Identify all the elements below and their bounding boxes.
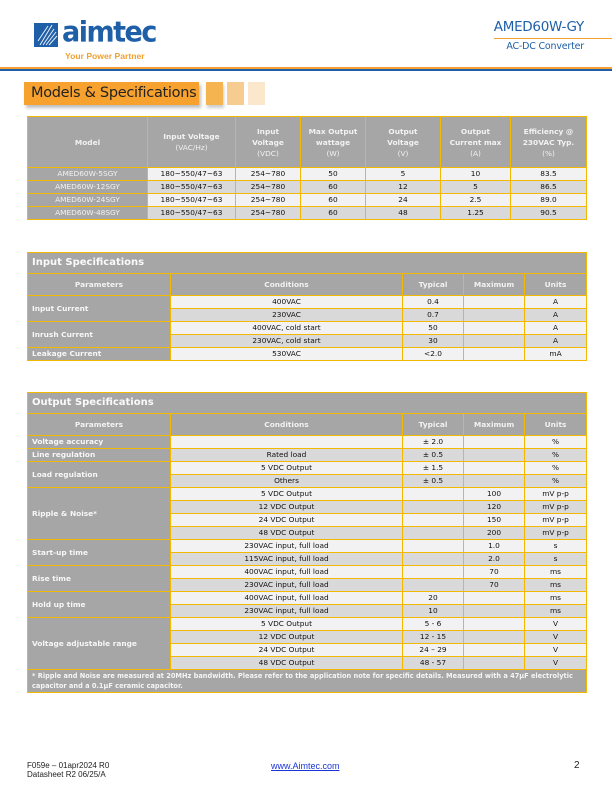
param-leakage-current: Leakage Current: [28, 348, 171, 361]
units: V: [525, 618, 587, 631]
model-name: AMED60W-24SGY: [28, 194, 148, 207]
output-voltage: 12: [366, 181, 441, 194]
output-voltage: 24: [366, 194, 441, 207]
input-vdc: 254~780: [236, 181, 301, 194]
param-input-current: Input Current: [28, 296, 171, 322]
col-header-typical: Typical: [403, 414, 464, 436]
typical: [403, 553, 464, 566]
spec-row: [28, 436, 587, 449]
maximum: [464, 322, 525, 335]
param-ripple-noise: Ripple & Noise*: [28, 488, 171, 540]
logo-mark-icon: [34, 23, 58, 47]
maximum: [464, 618, 525, 631]
typical: <2.0: [403, 348, 464, 361]
spec-row: [28, 566, 587, 579]
typical: 10: [403, 605, 464, 618]
spec-row: [28, 618, 587, 631]
typical: 12 - 15: [403, 631, 464, 644]
typical: ± 0.5: [403, 449, 464, 462]
maximum: 70: [464, 566, 525, 579]
units: ms: [525, 566, 587, 579]
condition: 400VAC: [171, 296, 403, 309]
maximum: [464, 335, 525, 348]
units: %: [525, 449, 587, 462]
col-header-parameters: Parameters: [28, 414, 171, 436]
max-wattage: 60: [301, 181, 366, 194]
maximum: 200: [464, 527, 525, 540]
col-header-efficiency: Efficiency @ 230VAC Typ. (%): [511, 117, 587, 168]
maximum: [464, 631, 525, 644]
typical: 50: [403, 322, 464, 335]
input-vdc: 254~780: [236, 194, 301, 207]
typical: ± 0.5: [403, 475, 464, 488]
units: mV p-p: [525, 527, 587, 540]
units: mV p-p: [525, 514, 587, 527]
units: A: [525, 309, 587, 322]
typical: 30: [403, 335, 464, 348]
typical: 24 – 29: [403, 644, 464, 657]
footnote-row: [28, 670, 587, 693]
output-current: 5: [441, 181, 511, 194]
param-voltage-adjustable-range: Voltage adjustable range: [28, 618, 171, 670]
condition: 5 VDC Output: [171, 462, 403, 475]
spec-row: [28, 540, 587, 553]
spec-row: [28, 296, 587, 309]
typical: [403, 566, 464, 579]
units: mV p-p: [525, 501, 587, 514]
spec-row: [28, 348, 587, 361]
maximum: [464, 296, 525, 309]
condition: Rated load: [171, 449, 403, 462]
typical: 48 - 57: [403, 657, 464, 670]
maximum: 70: [464, 579, 525, 592]
model-name: AMED60W-12SGY: [28, 181, 148, 194]
units: ms: [525, 579, 587, 592]
condition: 12 VDC Output: [171, 631, 403, 644]
units: V: [525, 644, 587, 657]
input-vdc: 254~780: [236, 207, 301, 220]
units: A: [525, 296, 587, 309]
output-current: 10: [441, 168, 511, 181]
input-vac: 180~550/47~63: [148, 207, 236, 220]
param-line-regulation: Line regulation: [28, 449, 171, 462]
col-header-max-wattage: Max Output wattage (W): [301, 117, 366, 168]
spec-row: [28, 592, 587, 605]
typical: 20: [403, 592, 464, 605]
condition: 230VAC: [171, 309, 403, 322]
input-vac: 180~550/47~63: [148, 168, 236, 181]
col-header-conditions: Conditions: [171, 274, 403, 296]
maximum: [464, 475, 525, 488]
condition: 230VAC input, full load: [171, 579, 403, 592]
output-current: 1.25: [441, 207, 511, 220]
maximum: [464, 309, 525, 322]
col-header-parameters: Parameters: [28, 274, 171, 296]
output-specs-header-row: [28, 414, 587, 436]
condition: 12 VDC Output: [171, 501, 403, 514]
banner-decor-square: [227, 82, 244, 105]
typical: [403, 488, 464, 501]
param-inrush-current: Inrush Current: [28, 322, 171, 348]
section-banner-title: Models & Specifications: [31, 85, 197, 101]
aimtec-logo: [34, 16, 159, 62]
product-subtitle: AC-DC Converter: [506, 41, 584, 52]
param-startup-time: Start-up time: [28, 540, 171, 566]
typical: [403, 540, 464, 553]
efficiency: 83.5: [511, 168, 587, 181]
condition: 5 VDC Output: [171, 618, 403, 631]
spec-row: [28, 449, 587, 462]
model-name: AMED60W-48SGY: [28, 207, 148, 220]
banner-decor-square: [248, 82, 265, 105]
param-load-regulation: Load regulation: [28, 462, 171, 488]
footer-doc-code: F059e – 01apr2024 R0: [27, 761, 110, 770]
ripple-noise-footnote: * Ripple and Noise are measured at 20MHz bandwidth. Please refer to the application note for specific details. Measured with a 47µF electrolytic capacitor and a 0.1µF ceramic capacitor.: [28, 670, 587, 693]
typical: 0.4: [403, 296, 464, 309]
condition: Others: [171, 475, 403, 488]
typical: 0.7: [403, 309, 464, 322]
units: A: [525, 335, 587, 348]
section-banner: [24, 82, 199, 105]
units: mA: [525, 348, 587, 361]
typical: [403, 527, 464, 540]
condition: 230VAC input, full load: [171, 540, 403, 553]
condition: 24 VDC Output: [171, 644, 403, 657]
units: A: [525, 322, 587, 335]
param-rise-time: Rise time: [28, 566, 171, 592]
page-number: 2: [574, 760, 580, 771]
col-header-output-voltage: Output Voltage (V): [366, 117, 441, 168]
title-underline: [494, 38, 612, 39]
input-vac: 180~550/47~63: [148, 181, 236, 194]
col-header-conditions: Conditions: [171, 414, 403, 436]
param-voltage-accuracy: Voltage accuracy: [28, 436, 171, 449]
maximum: 2.0: [464, 553, 525, 566]
efficiency: 89.0: [511, 194, 587, 207]
maximum: 100: [464, 488, 525, 501]
col-header-units: Units: [525, 414, 587, 436]
typical: [403, 579, 464, 592]
typical: [403, 514, 464, 527]
product-title: AMED60W-GY: [493, 19, 584, 35]
maximum: [464, 644, 525, 657]
models-table: [27, 116, 587, 220]
col-header-input-vdc: Input Voltage (VDC): [236, 117, 301, 168]
footer-datasheet-rev: Datasheet R2 06/25/A: [27, 770, 106, 779]
col-header-model: Model: [28, 117, 148, 168]
maximum: 1.0: [464, 540, 525, 553]
col-header-typical: Typical: [403, 274, 464, 296]
maximum: [464, 449, 525, 462]
efficiency: 86.5: [511, 181, 587, 194]
input-vdc: 254~780: [236, 168, 301, 181]
typical: ± 2.0: [403, 436, 464, 449]
input-specs-title: Input Specifications: [28, 253, 587, 274]
condition: 5 VDC Output: [171, 488, 403, 501]
logo-tagline: Your Power Partner: [65, 51, 145, 61]
spec-row: [28, 462, 587, 475]
models-header-row: [28, 117, 587, 168]
maximum: [464, 436, 525, 449]
units: ms: [525, 605, 587, 618]
typical: 5 - 6: [403, 618, 464, 631]
maximum: [464, 605, 525, 618]
max-wattage: 50: [301, 168, 366, 181]
output-current: 2.5: [441, 194, 511, 207]
condition: 48 VDC Output: [171, 657, 403, 670]
spec-row: [28, 322, 587, 335]
model-name: AMED60W-5SGY: [28, 168, 148, 181]
units: s: [525, 540, 587, 553]
maximum: [464, 592, 525, 605]
model-row: [28, 207, 587, 220]
units: %: [525, 475, 587, 488]
maximum: [464, 657, 525, 670]
condition: 115VAC input, full load: [171, 553, 403, 566]
maximum: [464, 462, 525, 475]
header-rule-blue: [0, 69, 612, 71]
maximum: 120: [464, 501, 525, 514]
max-wattage: 60: [301, 207, 366, 220]
col-header-maximum: Maximum: [464, 414, 525, 436]
input-specs-header-row: [28, 274, 587, 296]
output-specs-title: Output Specifications: [28, 393, 587, 414]
website-link[interactable]: www.Aimtec.com: [271, 761, 340, 771]
max-wattage: 60: [301, 194, 366, 207]
input-specs-table: [27, 252, 587, 361]
col-header-units: Units: [525, 274, 587, 296]
output-voltage: 48: [366, 207, 441, 220]
col-header-maximum: Maximum: [464, 274, 525, 296]
condition: 230VAC, cold start: [171, 335, 403, 348]
logo-wordmark: aimtec: [62, 16, 156, 49]
units: %: [525, 436, 587, 449]
condition: 530VAC: [171, 348, 403, 361]
banner-decor-square: [206, 82, 223, 105]
condition: [171, 436, 403, 449]
typical: ± 1.5: [403, 462, 464, 475]
condition: 24 VDC Output: [171, 514, 403, 527]
footer-doc-info: [27, 761, 109, 779]
efficiency: 90.5: [511, 207, 587, 220]
col-header-input-vac: Input Voltage (VAC/Hz): [148, 117, 236, 168]
units: mV p-p: [525, 488, 587, 501]
units: %: [525, 462, 587, 475]
output-voltage: 5: [366, 168, 441, 181]
condition: 48 VDC Output: [171, 527, 403, 540]
units: ms: [525, 592, 587, 605]
output-specs-table: [27, 392, 587, 693]
maximum: 150: [464, 514, 525, 527]
model-row: [28, 194, 587, 207]
model-row: [28, 181, 587, 194]
units: V: [525, 631, 587, 644]
condition: 230VAC input, full load: [171, 605, 403, 618]
maximum: [464, 348, 525, 361]
units: V: [525, 657, 587, 670]
model-row: [28, 168, 587, 181]
condition: 400VAC input, full load: [171, 592, 403, 605]
condition: 400VAC input, full load: [171, 566, 403, 579]
spec-row: [28, 488, 587, 501]
input-vac: 180~550/47~63: [148, 194, 236, 207]
typical: [403, 501, 464, 514]
units: s: [525, 553, 587, 566]
param-hold-up-time: Hold up time: [28, 592, 171, 618]
condition: 400VAC, cold start: [171, 322, 403, 335]
col-header-output-current: Output Current max (A): [441, 117, 511, 168]
